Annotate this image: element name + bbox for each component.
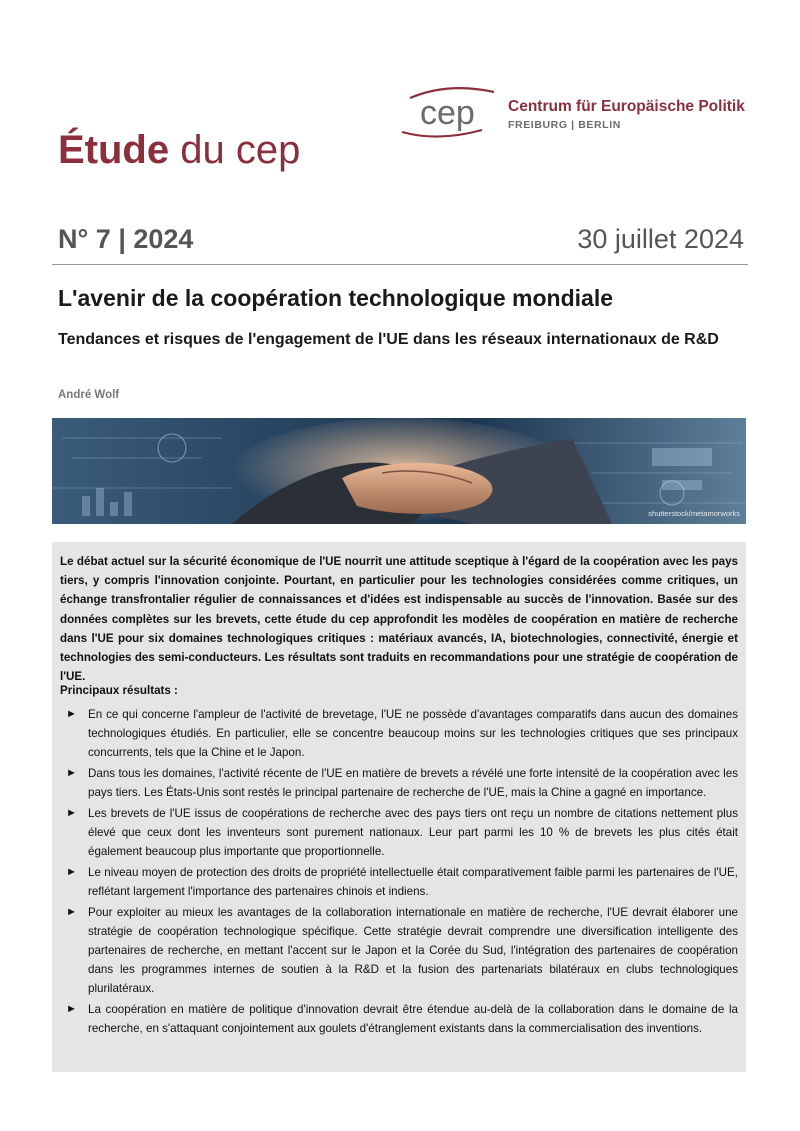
brand-locations: FREIBURG | BERLIN	[508, 119, 621, 131]
author: André Wolf	[58, 389, 120, 401]
page-title: L'avenir de la coopération technologique mondiale	[58, 285, 613, 311]
issue-date: 30 juillet 2024	[577, 224, 744, 254]
brand-name: Centrum für Europäische Politik	[508, 98, 745, 115]
issue-number: N° 7 | 2024	[58, 224, 194, 254]
handshake-illustration	[52, 418, 746, 524]
header-divider	[52, 264, 748, 265]
result-text: Les brevets de l'UE issus de coopérations de recherche avec des pays tiers ont reçu un nombre de citations nettement plus élevé que ceux dont les inventeurs sont purement nationaux. Leur part parmi les 10 % de brevets les plus cités était également beaucoup plus importante que proportionnelle.	[88, 807, 738, 858]
cep-logo-mark	[398, 84, 498, 142]
logo-letters: cep	[420, 94, 475, 132]
result-text: La coopération en matière de politique d'innovation devrait être étendue au-delà de la collaboration dans le domaine de la recherche, en s'attaquant conjointement aux goulets d'étranglement existants dans la commercialisation des inventions.	[88, 1003, 738, 1035]
result-text: En ce qui concerne l'ampleur de l'activité de brevetage, l'UE ne possède d'avantages comparatifs dans aucun des domaines technologiques étudiés. En particulier, elle se concentre beaucoup moins sur les technologies critiques que ses principaux concurrents, tels que la Chine et le Japon.	[88, 708, 738, 759]
list-item	[60, 764, 738, 802]
list-item	[60, 903, 738, 998]
list-item	[60, 804, 738, 861]
bullet-arrow-icon: ►	[66, 1003, 77, 1015]
abstract-text: Le débat actuel sur la sécurité économique de l'UE nourrit une attitude sceptique à l'égard de la coopération avec les pays tiers, y compris l'innovation conjointe. Pourtant, en particulier pour les technologies considérées comme critiques, un échange transfrontalier régulier de connaissances et d'idées est indispensable au succès de l'innovation. Basée sur des données complètes sur les brevets, cette étude du cep approfondit les modèles de coopération en matière de recherche dans l'UE pour six domaines technologiques critiques : matériaux avancés, IA, biotechnologies, connectivité, énergie et technologies des semi-conducteurs. Les résultats sont traduits en recommandations pour une stratégie de coopération de l'UE.	[60, 555, 738, 684]
series-title-prefix: Étude	[58, 128, 170, 172]
page-subtitle: Tendances et risques de l'engagement de l'UE dans les réseaux internationaux de R&D	[58, 331, 719, 348]
summary-box	[52, 542, 746, 1072]
series-title	[58, 128, 300, 173]
image-credit: shutterstock/metamorworks	[648, 509, 740, 518]
result-text: Dans tous les domaines, l'activité récente de l'UE en matière de brevets a révélé une forte intensité de la coopération avec les pays tiers. Les États-Unis sont restés le principal partenaire de recherche de l'UE, mais la Chine a gagné en importance.	[88, 767, 738, 799]
bullet-arrow-icon: ►	[66, 906, 77, 918]
list-item	[60, 863, 738, 901]
list-item	[60, 705, 738, 762]
handshake-image	[52, 418, 746, 524]
bullet-arrow-icon: ►	[66, 807, 77, 819]
results-list	[60, 705, 738, 1040]
result-text: Pour exploiter au mieux les avantages de la collaboration internationale en matière de recherche, l'UE devrait élaborer une stratégie de coopération technologique spécifique. Cette stratégie devrait comprendre une diversification intelligente des partenaires de recherche, en mettant l'accent sur le Japon et la Corée du Sud, l'intégration des partenaires de coopération dans les programmes internes de soutien à la R&D et la fusion des partenariats bilatéraux en clubs technologiques plurilatéraux.	[88, 906, 738, 995]
bullet-arrow-icon: ►	[66, 866, 77, 878]
list-item	[60, 1000, 738, 1038]
result-text: Le niveau moyen de protection des droits de propriété intellectuelle était comparativement faible parmi les partenaires de l'UE, reflétant largement l'importance des partenaires chinois et indiens.	[88, 866, 738, 898]
results-heading: Principaux résultats :	[60, 684, 178, 697]
series-title-suffix: du cep	[180, 128, 301, 172]
bullet-arrow-icon: ►	[66, 767, 77, 779]
cep-logo	[398, 84, 758, 144]
bullet-arrow-icon: ►	[66, 708, 77, 720]
